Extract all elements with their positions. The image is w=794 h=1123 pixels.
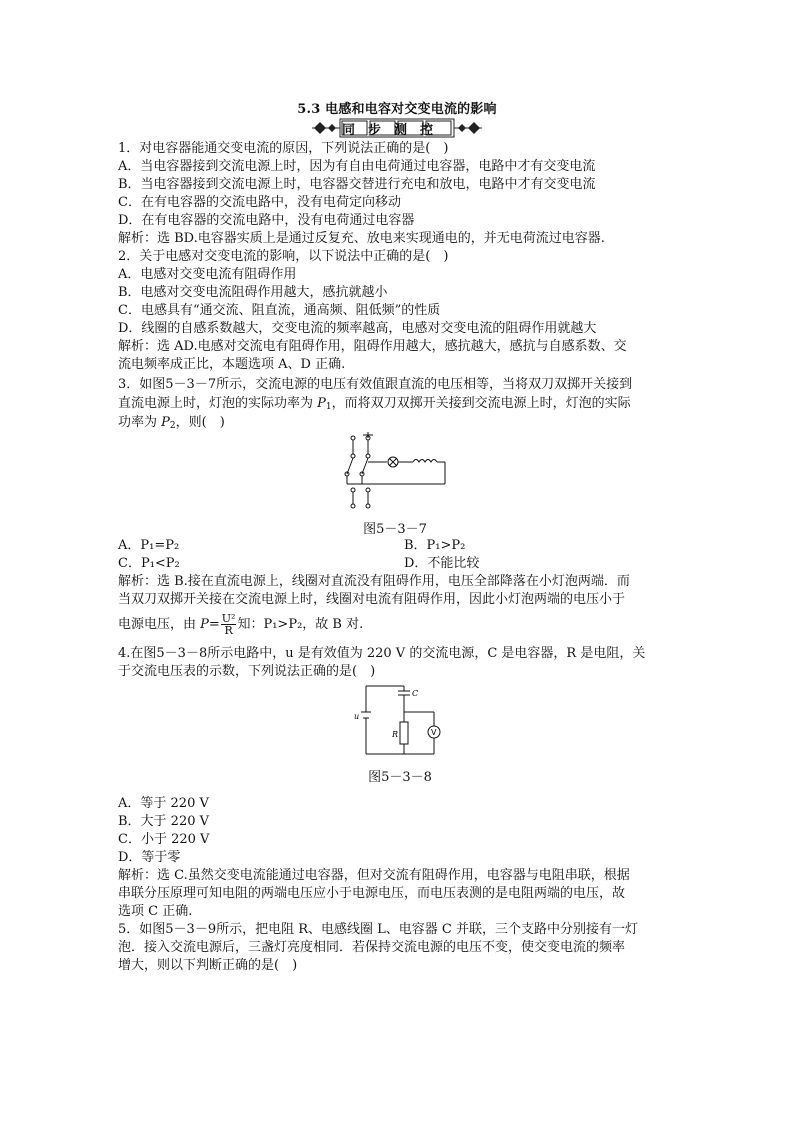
q3-stem-2: 直流电源上时，灯泡的实际功率为 $P_1$，而将双刀双掷开关接到交流电源上时，灯泡的实际 — [118, 396, 631, 412]
resistor-icon — [400, 722, 408, 744]
q3-stem-1: 3．如图5－3－7所示，交流电源的电压有效值跟直流的电压相等，当将双刀双掷开关接到 — [118, 377, 633, 392]
q3-analysis-1: 解析：选 B.接在直流电源上，线圈对直流没有阻碍作用，电压全部降落在小灯泡两端．而 — [118, 574, 630, 589]
q2-stem: 2．关于电感对交变电流的影响，以下说法中正确的是( ) — [118, 249, 449, 264]
q2-analysis-1: 解析：选 AD.电感对交流电有阻碍作用，阻碍作用越大，感抗越大，感抗与自感系数、交 — [118, 339, 627, 354]
q2-option-a: A．电感对交变电流有阻碍作用 — [118, 267, 297, 282]
banner-text: 同步测控 — [342, 123, 447, 138]
q4-analysis-1: 解析：选 C.虽然交变电流能通过电容器，但对交流有阻碍作用，电容器与电阻串联，根据 — [118, 868, 630, 883]
q3-analysis-2: 当双刀双掷开关接在交流电源上时，线圈对电流有阻碍作用，因此小灯泡两端的电压小于 — [118, 592, 626, 607]
q1-option-a: A．当电容器接到交流电源上时，因为有自由电荷通过电容器，电路中才有交变电流 — [118, 159, 596, 174]
diamond-right-icon — [468, 122, 480, 134]
switch-blade-left — [347, 458, 353, 474]
q3-option-b: B．P₁>P₂ — [404, 538, 466, 553]
q3-option-c: C．P₁<P₂ — [118, 556, 180, 571]
q1-stem: 1．对电容器能通交变电流的原因，下列说法正确的是( ) — [118, 141, 449, 156]
q5-stem-1: 5．如图5－3－9所示，把电阻 R、电感线圈 L、电容器 C 并联，三个支路中分别接有一灯 — [118, 922, 638, 937]
terminal-ac-2 — [366, 504, 370, 508]
q3-option-a: A．P₁=P₂ — [118, 538, 180, 553]
power-formula: $\frac{\text{U²}}{R}$ — [221, 612, 236, 637]
label-c: C — [412, 689, 419, 698]
switch-blade-right — [362, 458, 368, 474]
q4-stem-2: 于交流电压表的示数，下列说法正确的是( ) — [118, 664, 376, 679]
q1-option-b: B．当电容器接到交流电源上时，电容器交替进行充电和放电，电路中才有交变电流 — [118, 177, 596, 192]
q4-option-d: D．等于零 — [118, 850, 181, 865]
q4-stem-1: 4.在图5－3－8所示电路中，u 是有效值为 220 V 的交流电源，C 是电容器，R 是电阻，关 — [118, 646, 646, 661]
q5-stem-3: 增大，则以下判断正确的是( ) — [118, 958, 298, 973]
label-v: V — [431, 728, 437, 737]
inductor-coil-icon — [413, 460, 437, 463]
figure-5-3-7-caption: 图5－3－7 — [363, 522, 427, 537]
q2-option-d: D．线圈的自感系数越大，交变电流的频率越高，电感对交变电流的阻碍作用就越大 — [118, 321, 597, 336]
q1-analysis: 解析：选 BD.电容器实质上是通过反复充、放电来实现通电的，并无电荷流过电容器. — [118, 231, 605, 246]
q4-option-c: C．小于 220 V — [118, 832, 210, 847]
q4-option-a: A．等于 220 V — [118, 796, 209, 811]
q3-stem-3: 功率为 $P_2$，则( ) — [118, 415, 225, 431]
q4-analysis-2: 串联分压原理可知电阻的两端电压应小于电源电压，而电压表测的是电阻两端的电压，故 — [118, 886, 626, 901]
figure-5-3-8 — [352, 682, 442, 760]
q4-option-b: B．大于 220 V — [118, 814, 210, 829]
terminal-ac-1 — [351, 504, 355, 508]
figure-5-3-8-caption: 图5－3－8 — [368, 770, 432, 785]
label-u: u — [354, 712, 360, 721]
figure-5-3-7 — [335, 432, 450, 512]
q3-analysis-3: 电源电压，由 P= $\frac{\text{U²}}{R}$ 知：P₁>P₂，故 B 对. — [118, 612, 364, 637]
q1-option-c: C．在有电容器的交流电路中，没有电荷定向移动 — [118, 195, 401, 210]
q1-option-d: D．在有电容器的交流电路中，没有电荷通过电容器 — [118, 213, 415, 228]
page-title: 5.3 电感和电容对交变电流的影响 — [297, 102, 497, 117]
label-r: R — [392, 730, 399, 739]
diamond-right-small-icon — [458, 124, 466, 132]
q4-analysis-3: 选项 C 正确. — [118, 904, 193, 919]
q3-option-d: D．不能比较 — [404, 556, 480, 571]
q2-option-c: C．电感具有“通交流、阻直流，通高频、阻低频”的性质 — [118, 303, 441, 318]
q2-option-b: B．电感对交变电流阻碍作用越大，感抗就越小 — [118, 285, 388, 300]
terminal-dc-minus — [351, 436, 355, 440]
q2-analysis-2: 流电频率成正比，本题选项 A、D 正确. — [118, 357, 346, 372]
q5-stem-2: 泡．接入交流电源后，三盏灯亮度相同．若保持交流电源的电压不变，使交变电流的频率 — [118, 940, 626, 955]
